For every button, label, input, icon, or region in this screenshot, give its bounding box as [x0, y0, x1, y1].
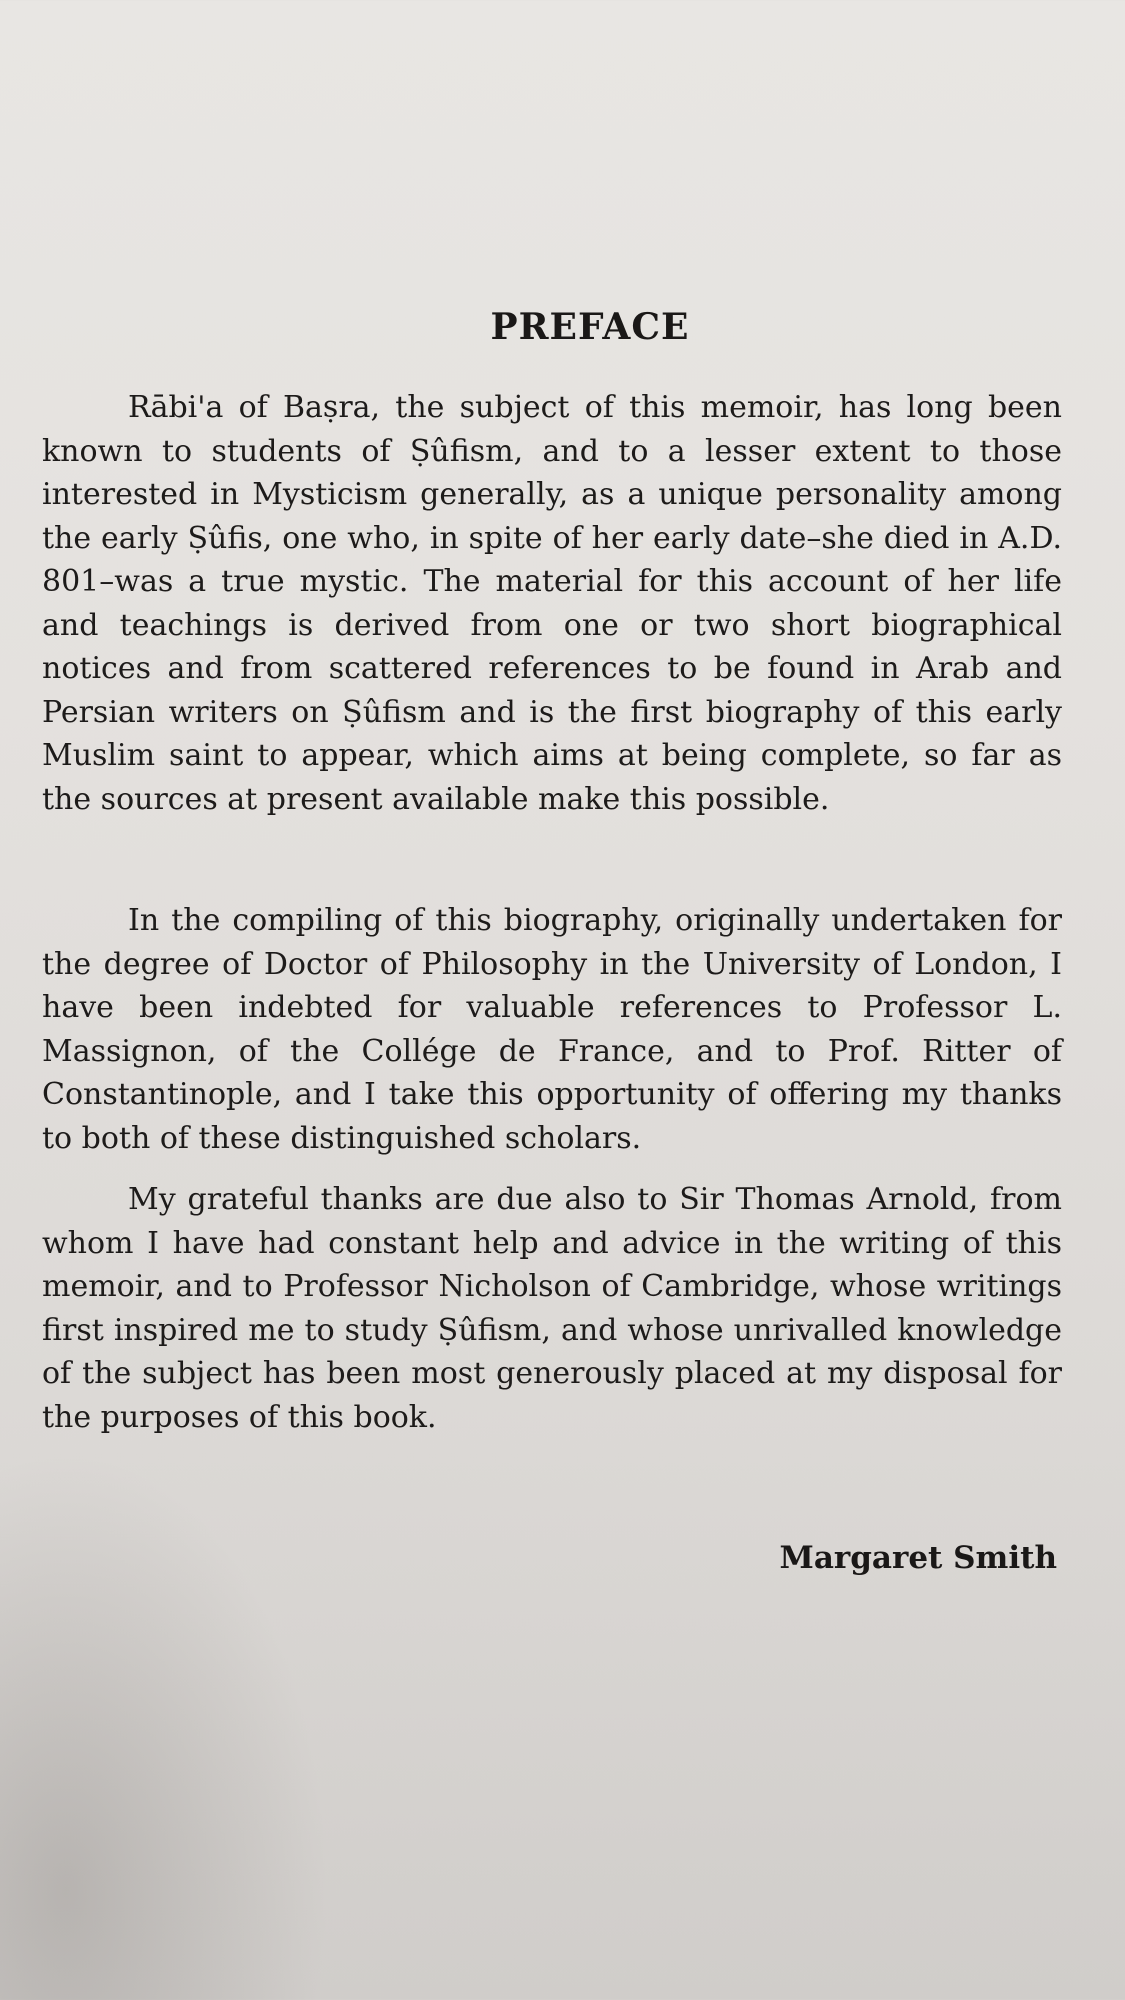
author-signature: Margaret Smith: [779, 1540, 1057, 1576]
page-title: PREFACE: [490, 306, 690, 348]
preface-paragraph-3: [42, 1178, 1062, 1439]
paragraph-text: In the compiling of this biography, originally undertaken for the degree of Doctor of Philosophy in the University of London, I have been indebted for valuable references to Professor L. Massignon, of the Collége de France, and to Prof. Ritter of Constantinople, and I take this opportunity of offering my thanks to both of these distinguished scholars.: [42, 903, 1062, 1156]
preface-paragraph-1: [42, 386, 1062, 821]
paragraph-text: Rābi'a of Baṣra, the subject of this memoir, has long been known to students of Ṣûfism, and to a lesser extent to those interested in Mysticism generally, as a unique personality among the early Ṣûfis, one who, in spite of her early date–she died in A.D. 801–was a true mystic. The material for this account of her life and teachings is derived from one or two short biographical notices and from scattered references to be found in Arab and Persian writers on Ṣûfism and is the first biography of this early Muslim saint to appear, which aims at being complete, so far as the sources at present available make this possible.: [42, 390, 1062, 817]
preface-paragraph-2: [42, 899, 1062, 1160]
paragraph-text: My grateful thanks are due also to Sir Thomas Arnold, from whom I have had constant help and advice in the writing of this memoir, and to Professor Nicholson of Cambridge, whose writings first inspired me to study Ṣûfism, and whose unrivalled knowledge of the subject has been most generously placed at my disposal for the purposes of this book.: [42, 1182, 1062, 1435]
page-shadow: [0, 1450, 330, 2000]
